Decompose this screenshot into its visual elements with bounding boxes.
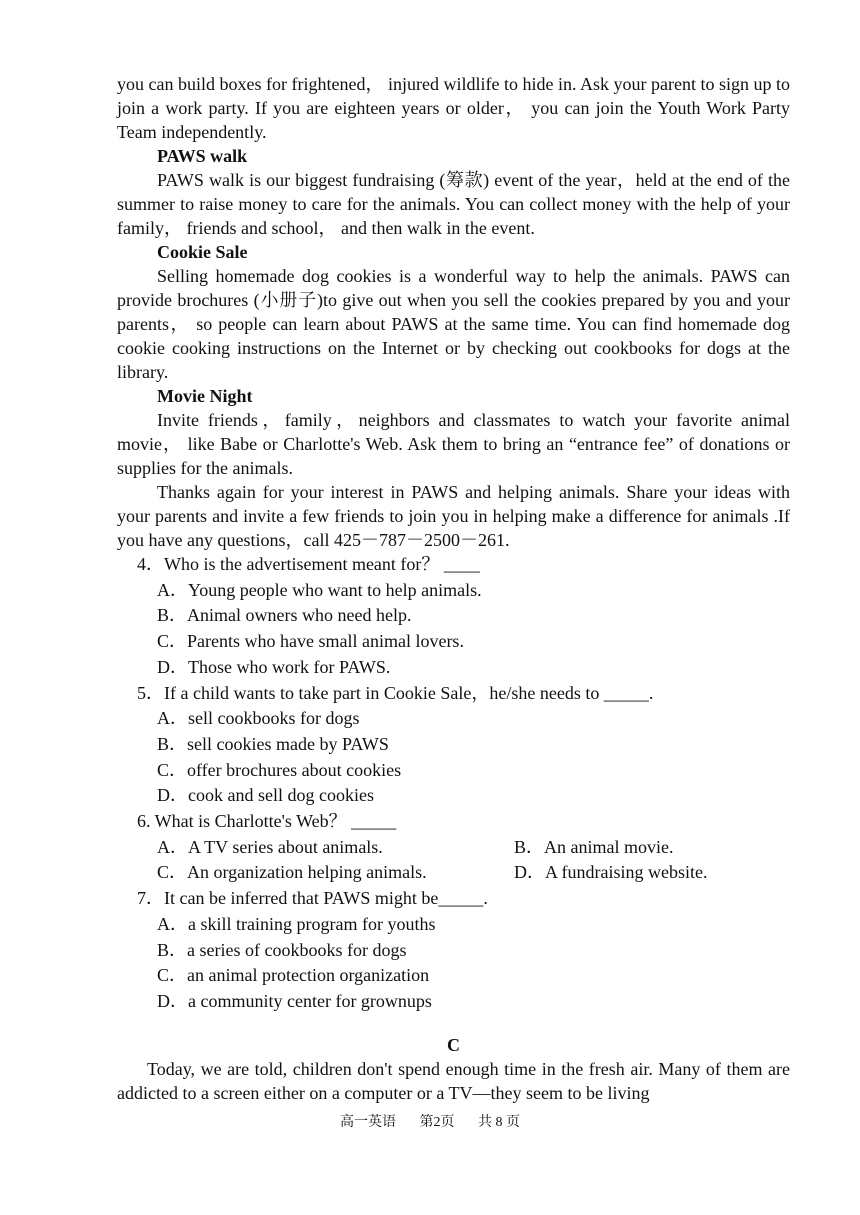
question-stem: 6. What is Charlotte's Web？ _____ [137,811,397,832]
option-a: A．a skill training program for youths [157,913,436,934]
option-c: C．Parents who have small animal lovers. [157,631,464,652]
section-body-cookie-sale: Selling homemade dog cookies is a wonderful way to help the animals. PAWS can provide brochures (小册子)to give out when you sell the cookies prepared by you and your parents， so people can learn about PAWS at the same time. You can find homemade dog cookie cooking instructions on the Internet or by checking out cookbooks for dogs at the library. [117,266,790,382]
option-a: A．sell cookbooks for dogs [157,708,360,729]
option-row-ab [117,835,790,861]
option-d: D．A fundraising website. [514,862,708,883]
option-d: D．Those who work for PAWS. [157,656,391,677]
question-5 [117,681,790,810]
question-stem: 5．If a child wants to take part in Cookie Sale，he/she needs to _____. [137,682,654,703]
option-b: B．a series of cookbooks for dogs [157,939,407,960]
part-c-paragraph: Today, we are told, children don't spend enough time in the fresh air. Many of them are addicted to a screen either on a computer or a TV—they seem to be living [117,1058,790,1103]
intro-paragraph: you can build boxes for frightened， injured wildlife to hide in. Ask your parent to sign up to join a work party. If you are eighteen years or older， you can join the Youth Work Party Team independently. [117,74,790,142]
question-stem: 4．Who is the advertisement meant for？ ____ [137,554,480,574]
option-a: A．Young people who want to help animals. [157,579,482,600]
option-a: A．A TV series about animals. [157,836,383,857]
section-body-movie-night: Invite friends，family，neighbors and classmates to watch your favorite animal movie， like Babe or Charlotte's Web. Ask them to bring an “entrance fee” of donations or supplies for the animals. [117,410,790,478]
part-c-title: C [447,1034,460,1055]
section-body-paws-walk: PAWS walk is our biggest fundraising (筹款) event of the year，held at the end of the summer to raise money to care for the animals. You can collect money with the help of your family， friends and school， and then walk in the event. [117,170,790,238]
section-heading-paws-walk: PAWS walk [157,146,248,166]
footer-total-pages: 共 8 页 [478,1115,520,1130]
page-content [117,72,790,1105]
question-4 [117,552,790,681]
option-row-cd [117,860,790,886]
section-heading-cookie-sale: Cookie Sale [157,242,248,262]
footer-subject: 高一英语 [340,1115,396,1130]
page-footer [0,1113,860,1133]
question-6 [117,809,790,886]
closing-paragraph: Thanks again for your interest in PAWS and helping animals. Share your ideas with your parents and invite a few friends to join you in helping make a difference for animals .If you have any questions，call 425－787－2500－261. [117,482,790,550]
option-d: D．a community center for grownups [157,990,432,1011]
option-b: B．An animal movie. [514,836,674,857]
question-stem: 7．It can be inferred that PAWS might be_____. [137,888,488,909]
option-b: B．Animal owners who need help. [157,605,412,626]
question-7 [117,886,790,1015]
option-b: B．sell cookies made by PAWS [157,733,389,754]
option-d: D．cook and sell dog cookies [157,785,374,806]
option-c: C．an animal protection organization [157,965,430,986]
section-heading-movie-night: Movie Night [157,386,253,406]
footer-page-number: 第2页 [419,1115,455,1130]
option-c: C．An organization helping animals. [157,862,427,883]
option-c: C．offer brochures about cookies [157,759,402,780]
